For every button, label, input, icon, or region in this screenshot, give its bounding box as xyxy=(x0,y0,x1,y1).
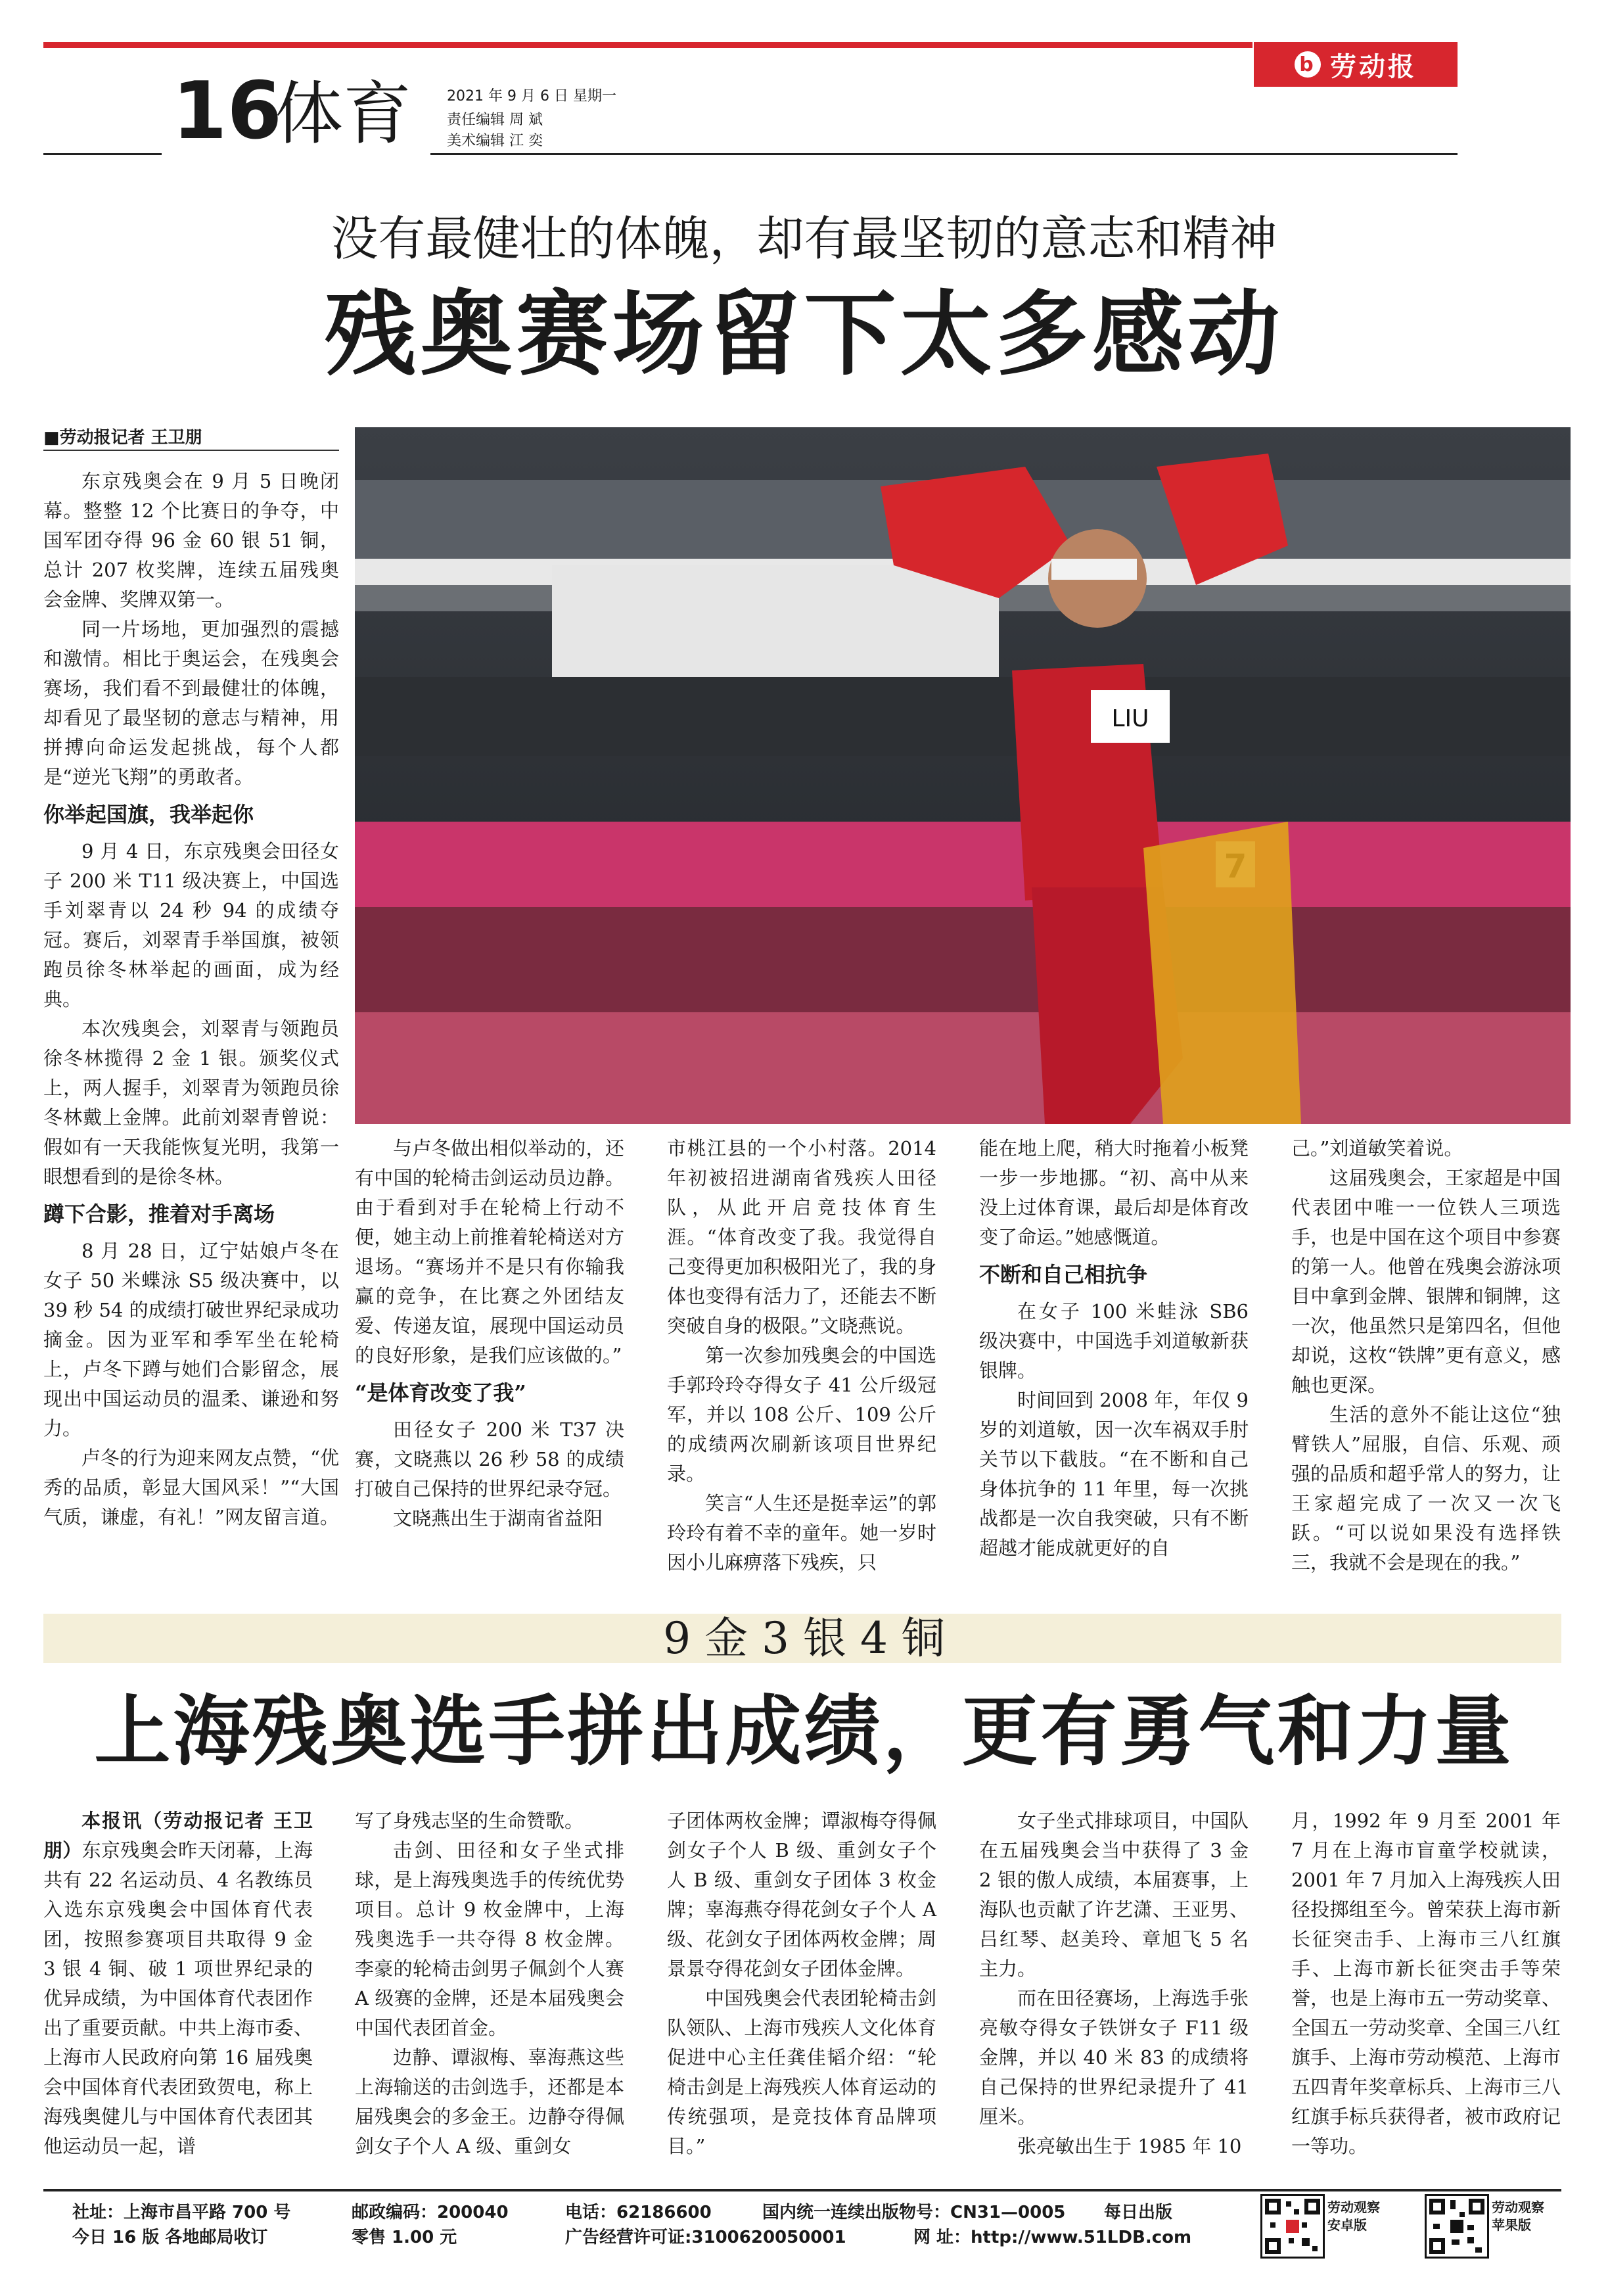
paragraph: 与卢冬做出相似举动的，还有中国的轮椅击剑运动员边静。由于看到对手在轮椅上行动不便，她主动上前推着轮椅送对方退场。“赛场并不是只有你输我赢的竞争，在比赛之外团结友爱、传递友谊，展现中国运动员的良好形象，是我们应该做的。” xyxy=(355,1137,624,1367)
byline-rule xyxy=(43,450,339,451)
paragraph: 这届残奥会，王家超是中国代表团中唯一一位铁人三项选手，也是中国在这个项目中参赛的第一人。他曾在残奥会游泳项目中拿到金牌、银牌和铜牌，这一次，他虽然只是第四名，但他却说，这枚“铁牌”更有意义，感触也更深。 xyxy=(1291,1167,1561,1396)
masthead-logo xyxy=(1254,42,1458,87)
footer-phone: 电话：62186600 xyxy=(565,2203,712,2222)
article1-byline: ■劳动报记者 王卫朋 xyxy=(43,428,202,448)
art-editor-credit: 美术编辑 江 奕 xyxy=(447,133,543,149)
paragraph: 田径女子 200 米 T37 决赛，文晓燕以 26 秒 58 的成绩打破自己保持的世界纪录夺冠。 xyxy=(355,1418,624,1500)
article1-kicker: 没有最健壮的体魄，却有最坚韧的意志和精神 xyxy=(331,211,1277,266)
footer-postcode: 邮政编码：200040 xyxy=(352,2203,509,2222)
issue-date: 2021 年 9 月 6 日 星期一 xyxy=(447,88,616,105)
paragraph: 在女子 100 米蛙泳 SB6 级决赛中，中国选手刘道敏新获银牌。 xyxy=(979,1300,1249,1382)
paragraph: 9 月 4 日，东京残奥会田径女子 200 米 T11 级决赛上，中国选手刘翠青以 24 秒 94 的成绩夺冠。赛后，刘翠青手举国旗，被领跑员徐冬林举起的画面，成为经典。 xyxy=(43,840,339,1010)
paragraph: 文晓燕出生于湖南省益阳 xyxy=(393,1507,603,1530)
article1-headline: 残奥赛场留下太多感动 xyxy=(324,281,1284,388)
paragraph: 时间回到 2008 年，年仅 9 岁的刘道敏，因一次车祸双手肘关节以下截肢。“在不断和自己身体抗争的 11 年里，每一次挑战都是一次自我突破，只有不断超越才能成就更好的自 xyxy=(979,1389,1249,1559)
qr-android-caption: 劳动观察安卓版 xyxy=(1327,2199,1380,2233)
paragraph: 生活的意外不能让这位“独臂铁人”屈服，自信、乐观、顽强的品质和超乎常人的努力，让王家超完成了一次又一次飞跃。“可以说如果没有选择铁三，我就不会是现在的我。” xyxy=(1291,1403,1561,1574)
article1-column-1 xyxy=(43,467,339,1532)
qr-code-ios[interactable] xyxy=(1425,2194,1489,2259)
qr-code-icon xyxy=(1427,2196,1487,2257)
article1-column-2 xyxy=(355,1134,624,1534)
top-red-rule xyxy=(43,42,1252,48)
article2-column-1 xyxy=(43,1806,313,2161)
paragraph: 本次残奥会，刘翠青与领跑员徐冬林揽得 2 金 1 银。颁奖仪式上，两人握手，刘翠青为领跑员徐冬林戴上金牌。此前刘翠青曾说：假如有一天我能恢复光明，我第一眼想看到的是徐冬林。 xyxy=(43,1018,339,1188)
subheading: 你举起国旗，我举起你 xyxy=(43,802,254,827)
qr-code-icon xyxy=(1262,2196,1323,2257)
footer-rule xyxy=(43,2189,1561,2191)
logo-icon: b xyxy=(1295,51,1321,78)
paragraph: 月，1992 年 9 月至 2001 年 7 月在上海市盲童学校就读，2001 年 7 月加入上海残疾人田径投掷组至今。曾荣获上海市新长征突击手、上海市三八红旗手、上海市新长征突击手等荣誉，也是上海市五一劳动奖章、全国五一劳动奖章、全国三八红旗手、上海市劳动模范、上海市五四青年奖章标兵、上海市三八红旗手标兵获得者，被市政府记一等功。 xyxy=(1291,1810,1561,2157)
photo-illustration xyxy=(355,427,1571,1124)
paragraph: 同一片场地，更加强烈的震撼和激情。相比于奥运会，在残奥会赛场，我们看不到最健壮的体魄，却看见了最坚韧的意志与精神，用拼搏向命运发起挑战，每个人都是“逆光飞翔”的勇敢者。 xyxy=(43,618,339,788)
logo-text: 劳动报 xyxy=(1330,51,1417,82)
article2-lead: 本报讯（劳动报记者 王卫朋） xyxy=(43,1810,313,1862)
bib-name: LIU xyxy=(1111,705,1149,732)
article2-headline: 上海残奥选手拼出成绩，更有勇气和力量 xyxy=(94,1687,1514,1776)
subheading: 蹲下合影，推着对手离场 xyxy=(43,1202,275,1227)
footer-daily: 每日出版 xyxy=(1104,2203,1173,2222)
paragraph: 而在田径赛场，上海选手张亮敏夺得女子铁饼女子 F11 级金牌，并以 40 米 83 的成绩将自己保持的世界纪录提升了 41 厘米。 xyxy=(979,1987,1249,2128)
qr-ios-caption: 劳动观察苹果版 xyxy=(1492,2199,1544,2233)
footer-address: 社址：上海市昌平路 700 号 xyxy=(72,2203,291,2222)
paragraph: 第一次参加残奥会的中国选手郭玲玲夺得女子 41 公斤级冠军，并以 108 公斤、109 公斤的成绩两次刷新该项目世界纪录。 xyxy=(667,1344,936,1485)
article1-column-5 xyxy=(1291,1134,1561,1578)
paragraph: 张亮敏出生于 1985 年 10 xyxy=(1017,2135,1242,2157)
article2-column-2 xyxy=(355,1806,624,2161)
footer-pages: 今日 16 版 各地邮局收订 xyxy=(72,2228,268,2247)
paragraph: 笑言“人生还是挺幸运”的郭玲玲有着不幸的童年。她一岁时因小儿麻痹落下残疾，只 xyxy=(667,1492,936,1574)
paragraph: 市桃江县的一个小村落。2014 年初被招进湖南省残疾人田径队，从此开启竞技体育生涯。“体育改变了我。我觉得自己变得更加积极阳光了，我的身体也变得有活力了，还能去不断突破自身的极限。”文晓燕说。 xyxy=(667,1137,936,1337)
qr-code-android[interactable] xyxy=(1260,2194,1325,2259)
editor-credit: 责任编辑 周 斌 xyxy=(447,112,543,128)
footer-website[interactable]: 网 址：http://www.51LDB.com xyxy=(913,2228,1192,2247)
footer-price: 零售 1.00 元 xyxy=(352,2228,457,2247)
article2-column-4 xyxy=(979,1806,1249,2161)
paragraph: 边静、谭淑梅、辜海燕这些上海输送的击剑选手，还都是本届残奥会的多金王。边静夺得佩剑女子个人 A 级、重剑女 xyxy=(355,2046,624,2157)
paragraph: 击剑、田径和女子坐式排球，是上海残奥选手的传统优势项目。总计 9 枚金牌中，上海残奥选手一共夺得 8 枚金牌。李豪的轮椅击剑男子佩剑个人赛 A 级赛的金牌，还是本届残奥会中国代表团首金。 xyxy=(355,1839,624,2039)
paragraph: 卢冬的行为迎来网友点赞，“优秀的品质，彰显大国风采！”“大国气质，谦虚，有礼！”网友留言道。 xyxy=(43,1447,339,1528)
header-rule-right xyxy=(430,153,1458,155)
article1-column-4 xyxy=(979,1134,1249,1563)
article1-column-3 xyxy=(667,1134,936,1578)
page-number: 16 xyxy=(172,66,282,157)
paragraph: 写了身残志坚的生命赞歌。 xyxy=(355,1810,584,1832)
subheading: 不断和自己相抗争 xyxy=(979,1262,1148,1287)
footer-cn-number: 国内统一连续出版物号：CN31—0005 xyxy=(762,2203,1066,2222)
paragraph: 中国残奥会代表团轮椅击剑队领队、上海市残疾人文化体育促进中心主任龚佳韬介绍：“轮椅击剑是上海残疾人体育运动的传统强项，是竞技体育品牌项目。” xyxy=(667,1987,936,2157)
paragraph: 东京残奥会昨天闭幕，上海共有 22 名运动员、4 名教练员入选东京残奥会中国体育代表团，按照参赛项目共取得 9 金 3 银 4 铜、破 1 项世界纪录的优异成绩，为中国体育代表团作出了重要贡献。中共上海市委、上海市人民政府向第 16 届残奥会中国体育代表团致贺电，称上海残奥健儿与中国体育代表团其他运动员一起，谱 xyxy=(43,1839,313,2157)
footer-ad-license: 广告经营许可证:3100620050001 xyxy=(565,2228,846,2247)
subheading: “是体育改变了我” xyxy=(355,1380,526,1405)
paragraph: 女子坐式排球项目，中国队在五届残奥会当中获得了 3 金 2 银的傲人成绩，本届赛事，上海队也贡献了许艺潇、王亚男、吕红琴、赵美玲、章旭飞 5 名主力。 xyxy=(979,1810,1249,1980)
article2-column-5 xyxy=(1291,1806,1561,2161)
section-title: 体育 xyxy=(275,74,412,154)
paragraph: 己。”刘道敏笑着说。 xyxy=(1291,1137,1463,1160)
article2-column-3 xyxy=(667,1806,936,2161)
paragraph: 能在地上爬，稍大时拖着小板凳一步一步地挪。“初、高中从来没上过体育课，最后却是体育改变了命运。”她感慨道。 xyxy=(979,1137,1249,1248)
lead-photo xyxy=(355,427,1571,1124)
paragraph: 8 月 28 日，辽宁姑娘卢冬在女子 50 米蝶泳 S5 级决赛中，以 39 秒 54 的成绩打破世界纪录成功摘金。因为亚军和季军坐在轮椅上，卢冬下蹲与她们合影留念，展现出中国运动员的温柔、谦逊和努力。 xyxy=(43,1240,339,1440)
paragraph: 东京残奥会在 9 月 5 日晚闭幕。整整 12 个比赛日的争夺，中国军团夺得 96 金 60 银 51 铜，总计 207 枚奖牌，连续五届残奥会金牌、奖牌双第一。 xyxy=(43,470,339,611)
paragraph: 子团体两枚金牌；谭淑梅夺得佩剑女子个人 B 级、重剑女子个人 B 级、重剑女子团体 3 枚金牌；辜海燕夺得花剑女子个人 A 级、花剑女子团体两枚金牌；周景景夺得花剑女子团体金牌。 xyxy=(667,1810,936,1980)
article2-kicker: 9 金 3 银 4 铜 xyxy=(663,1613,945,1664)
header-rule-left xyxy=(43,153,162,155)
